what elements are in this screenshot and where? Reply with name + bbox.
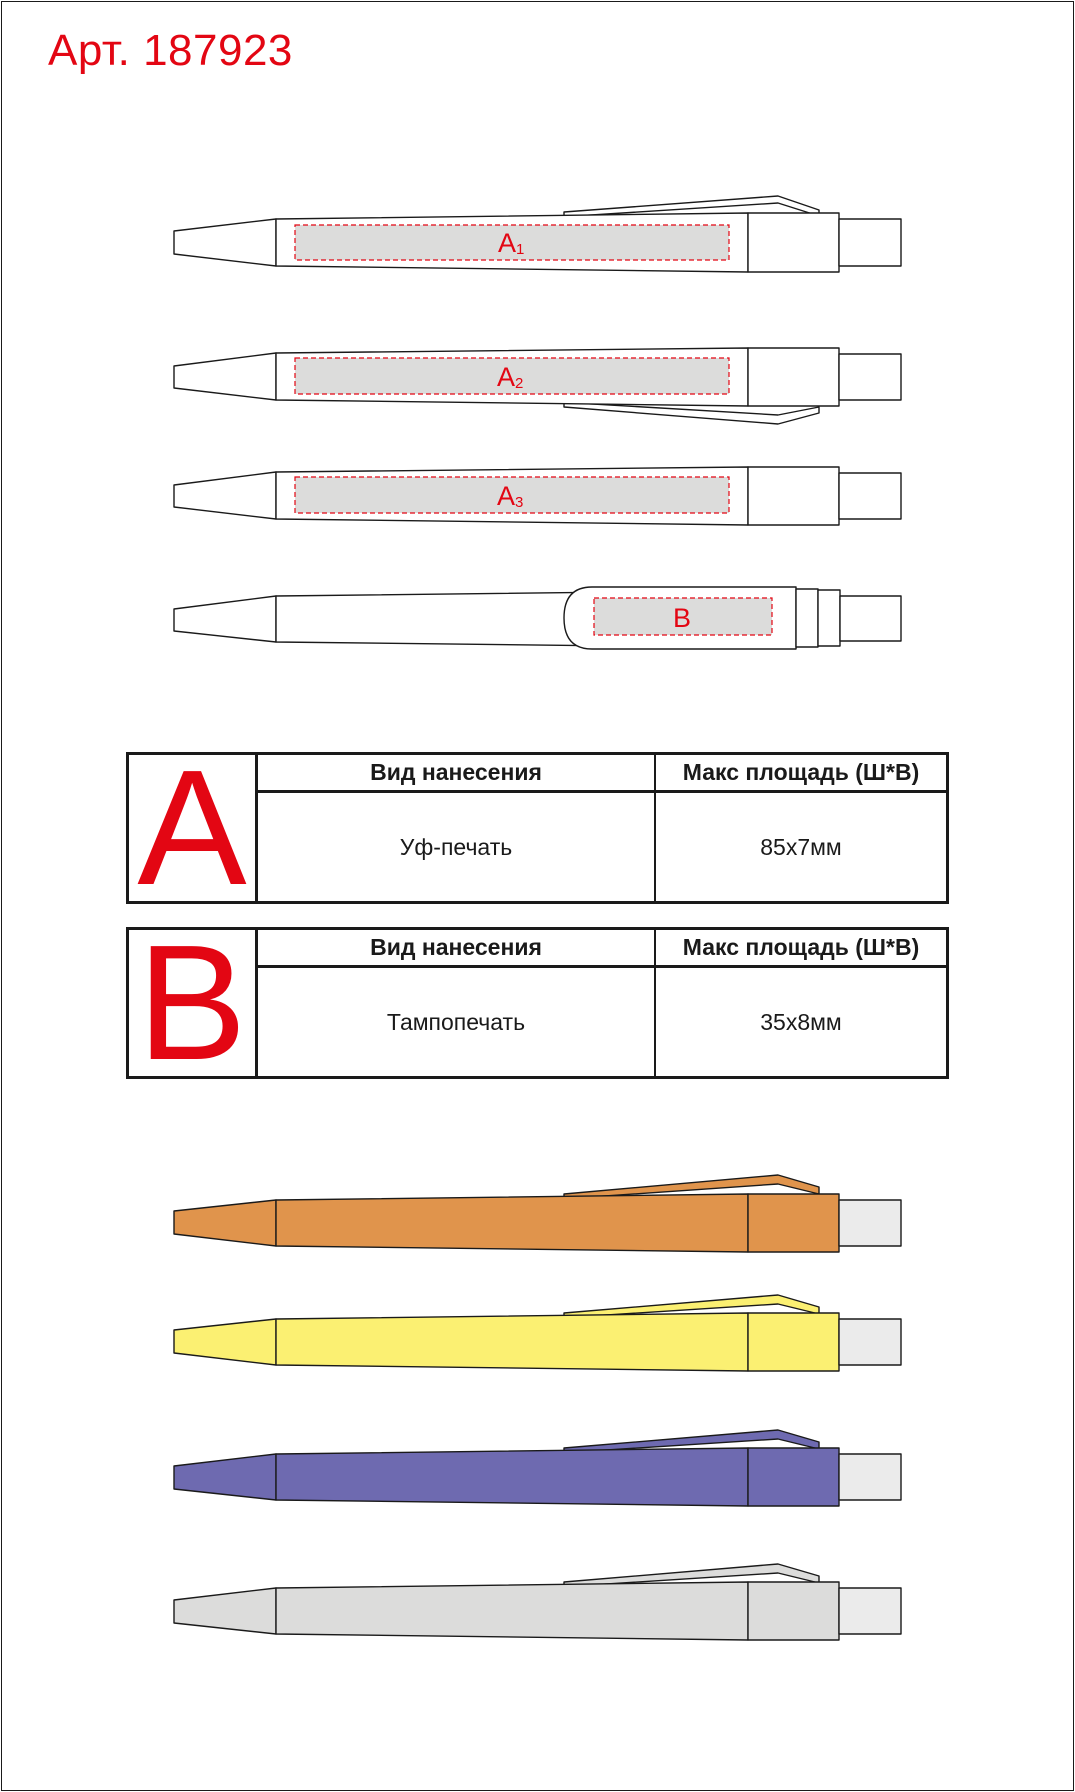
print-method-table-a: [126, 736, 949, 919]
pen-view-3: [174, 467, 901, 525]
pen-barrel: [276, 1313, 748, 1371]
pen-view-1: [174, 196, 901, 272]
pen-plunger: [839, 1588, 901, 1634]
method-value: Тампопечать: [258, 968, 656, 1076]
pen-clip-base: [748, 348, 839, 406]
pen-plunger: [839, 219, 901, 266]
pen-tip: [174, 1319, 276, 1365]
table-letter: B: [129, 930, 258, 1076]
pen-plunger: [839, 1454, 901, 1500]
pen-tip: [174, 1588, 276, 1634]
table-letter: A: [129, 755, 258, 901]
pen-tip: [174, 219, 276, 266]
pen-barrel: [276, 1448, 748, 1506]
pen-tip: [174, 596, 276, 642]
pen-clip-base: [748, 1582, 839, 1640]
pen-view-4: [174, 587, 901, 649]
pen-barrel: [276, 1582, 748, 1640]
column-header-method: Вид нанесения: [258, 930, 656, 968]
pen-barrel: [276, 1194, 748, 1252]
pen-clip-ring: [796, 589, 818, 647]
pen-plunger: [839, 1319, 901, 1365]
pen-clip-base: [748, 213, 839, 272]
column-header-area: Макс площадь (Ш*В): [656, 930, 946, 968]
method-value: Уф-печать: [258, 793, 656, 901]
pen-clip-base: [748, 1194, 839, 1252]
pen-plunger: [839, 1200, 901, 1246]
pen-view-2: [174, 348, 901, 424]
pen-variant-grey: [174, 1564, 901, 1640]
pen-plunger: [839, 354, 901, 400]
pen-variant-orange: [174, 1175, 901, 1252]
area-value: 85x7мм: [760, 833, 842, 860]
pen-plunger: [839, 473, 901, 519]
pen-tip: [174, 353, 276, 400]
pen-variant-yellow: [174, 1295, 901, 1371]
print-zone-a1-label: A1: [498, 228, 525, 258]
article-title: Арт. 187923: [48, 26, 293, 75]
pen-variant-violet: [174, 1430, 901, 1506]
pen-clip-base: [748, 467, 839, 525]
print-method-table-b: [126, 911, 949, 1094]
area-value: 35x8мм: [760, 1008, 842, 1035]
print-zone-a2-label: A2: [497, 362, 524, 392]
print-zone-a3-label: A3: [497, 481, 524, 511]
pen-tip: [174, 472, 276, 519]
pen-clip-ring: [818, 590, 840, 646]
column-header-method: Вид нанесения: [258, 755, 656, 793]
pen-clip-base: [748, 1448, 839, 1506]
pen-clip-base: [748, 1313, 839, 1371]
pen-tip: [174, 1454, 276, 1500]
print-zone-b-label: B: [673, 603, 692, 633]
column-header-area: Макс площадь (Ш*В): [656, 755, 946, 793]
pen-plunger: [840, 596, 901, 641]
pen-tip: [174, 1200, 276, 1246]
